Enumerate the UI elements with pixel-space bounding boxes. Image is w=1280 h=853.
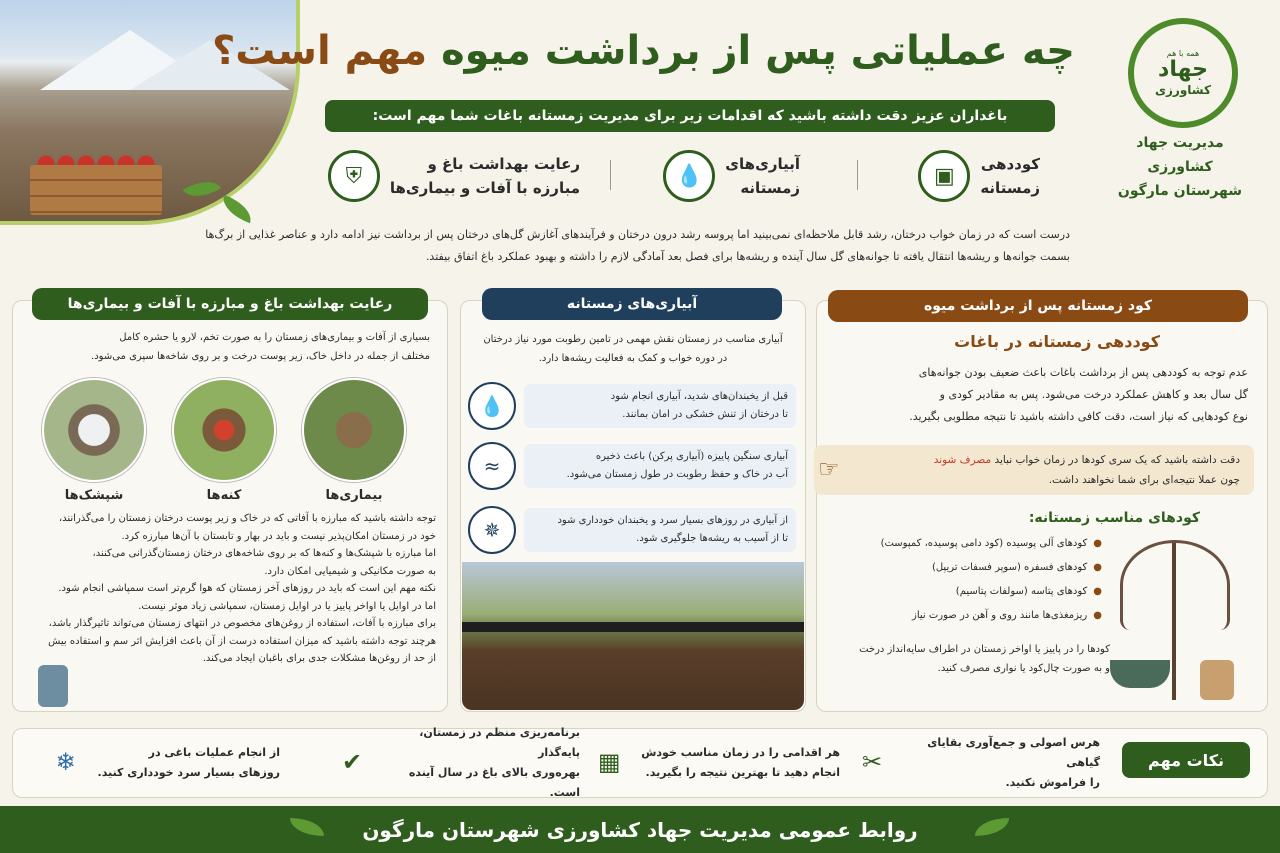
text-line: گل سال بعد و کاهش عملکرد درخت می‌شود. پس به مقادیر کودی و [939,388,1248,401]
text-line: به صورت مکانیکی و شیمیایی امکان دارد. [264,565,436,577]
title-highlight: مهم است؟ [212,28,428,74]
pests-intro [30,328,430,366]
text-line: بهره‌وری بالای باغ در سال آینده است. [408,766,580,799]
fertilizer-closing [820,640,1110,678]
fertilizer-list [842,532,1102,628]
mites-image [172,378,276,482]
pests-heading: رعایت بهداشت باغ و مبارزه با آفات و بیماری‌ها [32,288,428,320]
text-line: اما در اوایل یا اواخر پاییز یا در اوایل زمستان، سمپاشی زیاد موثر نیست. [138,600,436,612]
list-item: ●کودهای آلی پوسیده (کود دامی پوسیده، کمپوست) [880,538,1102,549]
top-item-line: کوددهی [980,155,1040,173]
text-line: تا از آسیب به ریشه‌ها جلوگیری شود. [636,533,788,544]
text-line: آبیاری سنگین پاییزه (آبیاری پرکن) باعث ذخیره [595,451,788,462]
note-item [330,726,580,799]
intro-line: درست است که در زمان خواب درختان، رشد قابل ملاحظه‌ای نمی‌بینید اما پروسه رشد درون درختان و فرآیندهای آغازش گل‌های درختان پس از برداشت نیز ادامه دارد و عناصر غذایی از برگ‌ها [205,228,1070,241]
apple-crate [30,165,162,215]
logo-top-text: همه با هم [1166,49,1200,59]
top-item-hygiene [328,146,580,206]
note-text [860,451,1240,491]
pointing-hand-icon: ☞ [818,455,840,483]
note-item-text [384,723,580,802]
soil-water-icon: ≈ [468,442,516,490]
wheelbarrow-icon [1110,660,1170,688]
water-drop-icon: 💧 [468,382,516,430]
text-line: توجه داشته باشید که مبارزه با آفاتی که در خاک و زیر پوست درختان زمستان را می‌گذرانند، [58,513,436,524]
fertilizer-subheading: کوددهی زمستانه در باغات [954,332,1160,351]
intro-line: بسمت جوانه‌ها و ریشه‌ها انتقال یافته تا جوانه‌های گل سال آینده و ریشه‌ها برای فصل بعد آمادگی لازم را داشته و بهبود عملکرد باغ اتفاق بیفتد. [425,250,1070,263]
text-line: از انجام عملیات باغی در [148,746,280,760]
fertilizer-body [830,362,1248,428]
logo-main-text: جهاد [1158,57,1208,83]
text-line: هرس اصولی و جمع‌آوری بقایای گیاهی [927,736,1100,770]
irrigation-item-text [524,508,796,552]
top-item-label [980,152,1040,200]
text-line: قبل از یخبندان‌های شدید، آبیاری انجام شود [610,391,788,402]
text-line: برای مبارزه با آفات، استفاده از روغن‌های مخصوص در انتهای زمستان می‌تواند تاثیرگذار باشد، [48,618,436,629]
irrigation-item [468,380,796,432]
subtitle-bar: باغداران عزیز دقت داشته باشید که اقدامات زیر برای مدیریت زمستانه باغات شما مهم است: [325,100,1055,132]
sprayer-icon [38,665,68,707]
plant-shield-icon: ⛨ [328,150,380,202]
text-line: را فراموش نکنید. [1005,775,1100,789]
note-item-text [904,733,1100,792]
water-drop-icon: 💧 [663,150,715,202]
pests-body [26,510,436,668]
text-line: چون عملا نتیجه‌ای برای شما نخواهند داشت. [1048,473,1240,486]
text-line: نکته مهم این است که باید در روزهای آخر زمستان که هوا گرم‌تر است سمپاشی انجام شود. [58,583,436,594]
irrigation-intro [470,330,796,368]
scales-label: شپشک‌ها [64,488,124,503]
text-line: خود در زمستان امکان‌پذیر نیست و باید در بهار و تابستان با آن‌ها مبارزه کرد. [121,530,436,542]
fertilizer-list-title: کودهای مناسب زمستانه: [1028,510,1200,526]
footer [0,806,1280,853]
pruning-shears-icon: ✂ [861,748,883,777]
text-line: اما مبارزه با شپشک‌ها و کنه‌ها که بر روی شاخه‌های درختان زمستان‌گذرانی می‌کنند، [92,548,436,559]
jahad-logo [1128,18,1238,128]
text-line: و به صورت چال‌کود یا نواری مصرف کنید. [937,663,1110,674]
top-item-label [390,152,580,200]
note-item [30,738,280,788]
irrigation-item-text [524,444,796,488]
text-line: آبیاری مناسب در زمستان نقش مهمی در تامین رطوبت مورد نیاز درختان [483,334,783,345]
calendar-icon: ▦ [597,748,621,777]
org-line: مدیریت جهاد کشاورزی [1136,135,1224,175]
list-item: ●کودهای فسفره (سوپر فسفات تریپل) [931,562,1102,573]
text-line: بسیاری از آفات و بیماری‌های زمستان را به صورت تخم، لارو یا حشره کامل [119,332,430,343]
drip-pipe [462,622,804,632]
text-line: عدم توجه به کوددهی پس از برداشت باغات باعث ضعیف بودن جوانه‌های [918,366,1248,379]
leaf-icon [218,195,256,224]
irrigation-item [468,440,796,492]
text-line: مختلف از جمله در داخل خاک، زیر پوست درخت و بر روی شاخه‌ها سپری می‌شود. [91,351,430,362]
text-line: آب در خاک و حفظ رطوبت در طول زمستان می‌شود. [566,469,788,480]
note-highlight: مصرف شوند [933,454,992,466]
top-item-line: مبارزه با آفات و بیماری‌ها [389,179,580,197]
note-item-text [641,743,840,783]
text-line: نوع کودهایی که نیاز است، دقت کافی داشته باشید تا نتیجه مطلوبی بگیرید. [909,410,1248,423]
text-line: هر اقدامی را در زمان مناسب خودش [641,746,840,760]
snowflake-icon: ❄ [55,748,76,777]
fertilizer-heading: کود زمستانه پس از برداشت میوه [828,290,1248,322]
fertilizer-note [814,445,1254,495]
top-item-irrigation [663,146,800,206]
diseases-image [302,378,406,482]
logo-sub-text: کشاورزی [1155,82,1211,97]
page-title [212,28,1075,74]
list-item-text: کودهای آلی پوسیده (کود دامی پوسیده، کمپوست) [880,538,1088,549]
list-item-text: ریزمغذی‌ها مانند روی و آهن در صورت نیاز [912,610,1088,621]
notes-label: نکات مهم [1122,742,1250,778]
diseases-label: بیماری‌ها [325,488,383,503]
irrigation-heading: آبیاری‌های زمستانه [482,288,782,320]
text-line: در دوره خواب و کمک به فعالیت ریشه‌ها دارد. [538,353,728,364]
text-line: از آبیاری در روزهای بسیار سرد و یخبندان خودداری شود [557,515,788,526]
top-item-line: زمستانه [980,179,1040,197]
intro-paragraph [30,224,1070,268]
mites-label: کنه‌ها [206,488,242,503]
divider [610,160,611,190]
list-item-text: کودهای فسفره (سوپر فسفات تریپل) [931,562,1088,573]
top-item-line: آبیاری‌های [725,155,800,173]
fertilizer-bag-icon: ▣ [918,150,970,202]
irrigation-item-text [524,384,796,428]
roots-icon: ✵ [468,506,516,554]
top-item-label [725,152,800,200]
organization-name [1110,132,1250,203]
note-item [580,738,840,788]
list-item: ●کودهای پتاسه (سولفات پتاسیم) [955,586,1102,597]
org-line: شهرستان مارگون [1117,182,1243,199]
check-circle-icon: ✔ [341,748,363,777]
text-line [860,451,1240,471]
scales-image [42,378,146,482]
note-item-text [98,743,280,783]
drip-irrigation-photo [462,562,804,710]
title-main: چه عملیاتی پس از برداشت میوه [441,28,1075,74]
text-line: تا درختان از تنش خشکی در امان بمانند. [622,409,788,420]
text-line: کودها را در پاییز یا اواخر زمستان در اطراف سایه‌انداز درخت [859,644,1110,655]
divider [857,160,858,190]
text-line: انجام دهید تا بهترین نتیجه را بگیرید. [645,766,840,779]
footer-text: روابط عمومی مدیریت جهاد کشاورزی شهرستان مارگون [362,817,918,842]
note-item [850,738,1100,788]
text-span: دقت داشته باشید که یک سری کودها در زمان خواب نباید [994,454,1240,466]
text-line: برنامه‌ریزی منظم در زمستان، پایه‌گذار [419,726,580,760]
bare-tree-icon [1120,540,1230,630]
top-item-line: زمستانه [740,179,800,197]
top-item-fertilizer [918,146,1040,206]
irrigation-item [468,504,796,556]
top-item-line: رعایت بهداشت باغ و [427,155,580,173]
text-line: روزهای بسیار سرد خودداری کنید. [97,766,280,779]
list-item: ●ریزمغذی‌ها مانند روی و آهن در صورت نیاز [912,610,1102,621]
text-line: هرچند توجه داشته باشید که میزان استفاده درست از آن باعث افزایش اثر سم و استفاده بیش [48,635,436,647]
fertilizer-sack-icon [1200,660,1234,700]
text-line: از حد از روغن‌ها مشکلات جدی برای باغبان ایجاد می‌کند. [202,653,436,664]
list-item-text: کودهای پتاسه (سولفات پتاسیم) [955,586,1088,597]
